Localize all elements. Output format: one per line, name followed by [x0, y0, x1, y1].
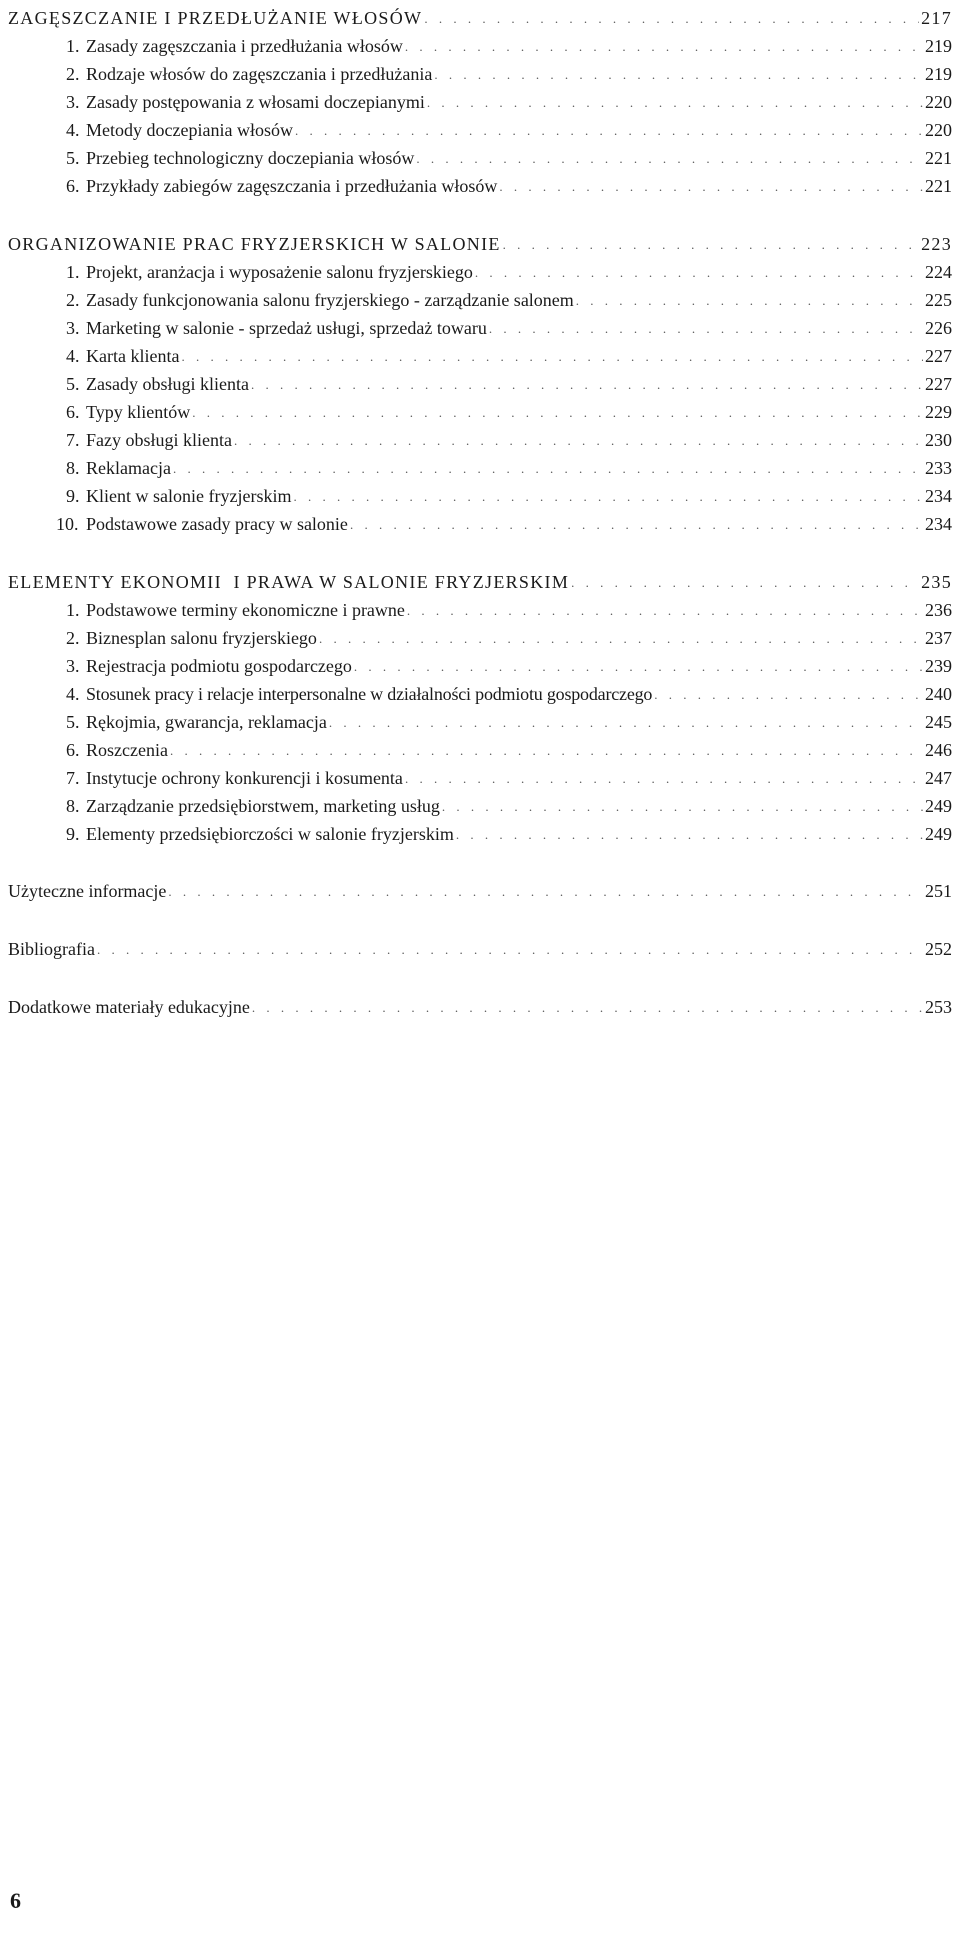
toc-item [66, 60, 952, 88]
toc-item [66, 652, 952, 680]
item-number: 5. [66, 374, 80, 394]
item-title: Biznesplan salonu fryzjerskiego [86, 628, 317, 648]
toc-item [66, 314, 952, 342]
toc-extra-entry [8, 877, 952, 905]
item-number: 2. [66, 628, 80, 648]
toc-item [66, 792, 952, 820]
dot-leader [475, 259, 923, 287]
item-number: 7. [66, 430, 80, 450]
dot-leader [654, 681, 923, 709]
item-number: 10. [56, 514, 79, 534]
item-number: 4. [66, 684, 80, 704]
dot-leader [173, 455, 923, 483]
page-number: 229 [925, 402, 952, 422]
item-title: Rejestracja podmiotu gospodarczego [86, 656, 352, 676]
dot-leader [456, 821, 923, 849]
item-number: 6. [66, 176, 80, 196]
entry-title: Użyteczne informacje [8, 881, 167, 901]
toc-item [66, 258, 952, 286]
item-title: Roszczenia [86, 740, 168, 760]
dot-leader [192, 399, 923, 427]
toc-item [66, 370, 952, 398]
page-number: 251 [925, 881, 952, 901]
toc-item [66, 764, 952, 792]
item-number: 8. [66, 796, 80, 816]
page-number: 253 [925, 997, 952, 1017]
item-title: Stosunek pracy i relacje interpersonalne w działalności podmiotu gospodarczego [86, 684, 653, 704]
page-number: 223 [921, 234, 952, 254]
item-number: 6. [66, 740, 80, 760]
dot-leader [168, 878, 923, 906]
item-number: 6. [66, 402, 80, 422]
section-title: ORGANIZOWANIE PRAC FRYZJERSKICH W SALONIE [8, 234, 501, 254]
page-number: 227 [925, 346, 952, 366]
item-number: 8. [66, 458, 80, 478]
dot-leader [170, 737, 923, 765]
dot-leader [442, 793, 923, 821]
page-number: 217 [921, 8, 952, 28]
page-number: 224 [925, 262, 952, 282]
item-title: Klient w salonie fryzjerskim [86, 486, 292, 506]
item-number: 2. [66, 290, 80, 310]
toc-item [66, 736, 952, 764]
item-title: Podstawowe zasady pracy w salonie [86, 514, 348, 534]
footer-page-number: 6 [10, 1888, 21, 1913]
page-number: 225 [925, 290, 952, 310]
toc-section-heading [8, 230, 952, 258]
toc-item [66, 454, 952, 482]
item-title: Zasady zagęszczania i przedłużania włosów [86, 36, 403, 56]
toc-item [66, 482, 952, 510]
toc-item [66, 172, 952, 200]
dot-leader [251, 371, 923, 399]
dot-leader [576, 287, 923, 315]
dot-leader [319, 625, 923, 653]
dot-leader [405, 765, 923, 793]
item-title: Zarządzanie przedsiębiorstwem, marketing usług [86, 796, 440, 816]
toc-item [66, 680, 952, 708]
toc-item [66, 286, 952, 314]
item-number: 7. [66, 768, 80, 788]
toc-extra-entry [8, 935, 952, 963]
dot-leader [295, 117, 923, 145]
toc-item [66, 624, 952, 652]
toc-item [66, 426, 952, 454]
page-number: 233 [925, 458, 952, 478]
page-number: 219 [925, 36, 952, 56]
dot-leader [416, 145, 923, 173]
dot-leader [354, 653, 923, 681]
item-title: Marketing w salonie - sprzedaż usługi, sprzedaż towaru [86, 318, 487, 338]
page-number: 237 [925, 628, 952, 648]
item-number: 9. [66, 486, 80, 506]
item-title: Przebieg technologiczny doczepiania włosów [86, 148, 415, 168]
page-number: 230 [925, 430, 952, 450]
item-title: Karta klienta [86, 346, 180, 366]
page-number: 235 [921, 572, 952, 592]
item-number: 9. [66, 824, 80, 844]
dot-leader [503, 231, 919, 259]
toc-item [56, 510, 952, 538]
item-title: Rodzaje włosów do zagęszczania i przedłużania [86, 64, 433, 84]
toc-item [66, 398, 952, 426]
page-number: 227 [925, 374, 952, 394]
toc-item [66, 708, 952, 736]
item-number: 2. [66, 64, 80, 84]
page-number: 249 [925, 824, 952, 844]
item-title: Projekt, aranżacja i wyposażenie salonu fryzjerskiego [86, 262, 473, 282]
entry-title: Bibliografia [8, 939, 95, 959]
page-number: 221 [925, 148, 952, 168]
item-title: Rękojmia, gwarancja, reklamacja [86, 712, 327, 732]
item-number: 1. [66, 600, 80, 620]
dot-leader [181, 343, 923, 371]
toc-section-heading [8, 4, 952, 32]
page-number: 245 [925, 712, 952, 732]
page-number: 239 [925, 656, 952, 676]
toc-item [66, 32, 952, 60]
dot-leader [350, 511, 923, 539]
dot-leader [434, 61, 923, 89]
page-number: 249 [925, 796, 952, 816]
item-title: Zasady postępowania z włosami doczepianymi [86, 92, 425, 112]
item-title: Reklamacja [86, 458, 171, 478]
page-number: 240 [925, 684, 952, 704]
dot-leader [405, 33, 923, 61]
item-number: 5. [66, 712, 80, 732]
section-title: ELEMENTY EKONOMII I PRAWA W SALONIE FRYZJERSKIM [8, 572, 570, 592]
item-title: Przykłady zabiegów zagęszczania i przedłużania włosów [86, 176, 498, 196]
page-number: 246 [925, 740, 952, 760]
entry-title: Dodatkowe materiały edukacyjne [8, 997, 250, 1017]
dot-leader [424, 5, 919, 33]
item-title: Fazy obsługi klienta [86, 430, 232, 450]
dot-leader [97, 936, 923, 964]
dot-leader [407, 597, 923, 625]
page-number: 247 [925, 768, 952, 788]
page-number: 234 [925, 514, 952, 534]
item-number: 1. [66, 262, 80, 282]
item-title: Podstawowe terminy ekonomiczne i prawne [86, 600, 405, 620]
toc-item [66, 596, 952, 624]
dot-leader [489, 315, 923, 343]
page-number: 226 [925, 318, 952, 338]
section-title: ZAGĘSZCZANIE I PRZEDŁUŻANIE WŁOSÓW [8, 8, 423, 28]
dot-leader [329, 709, 923, 737]
page-number: 219 [925, 64, 952, 84]
page-number: 234 [925, 486, 952, 506]
dot-leader [252, 994, 923, 1022]
item-title: Metody doczepiania włosów [86, 120, 293, 140]
page-number: 236 [925, 600, 952, 620]
item-title: Typy klientów [86, 402, 191, 422]
item-title: Zasady funkcjonowania salonu fryzjerskiego - zarządzanie salonem [86, 290, 574, 310]
dot-leader [234, 427, 923, 455]
item-title: Instytucje ochrony konkurencji i kosumenta [86, 768, 403, 788]
dot-leader [293, 483, 923, 511]
item-number: 4. [66, 120, 80, 140]
toc-section-heading [8, 568, 952, 596]
item-number: 1. [66, 36, 80, 56]
toc-item [66, 88, 952, 116]
toc-item [66, 116, 952, 144]
page-number: 252 [925, 939, 952, 959]
dot-leader [571, 569, 919, 597]
item-number: 3. [66, 656, 80, 676]
item-title: Zasady obsługi klienta [86, 374, 249, 394]
item-number: 5. [66, 148, 80, 168]
page-number: 221 [925, 176, 952, 196]
item-title: Elementy przedsiębiorczości w salonie fryzjerskim [86, 824, 454, 844]
item-number: 3. [66, 318, 80, 338]
dot-leader [499, 173, 923, 201]
toc-extra-entry [8, 993, 952, 1021]
page-number: 220 [925, 92, 952, 112]
toc-item [66, 820, 952, 848]
item-number: 3. [66, 92, 80, 112]
item-number: 4. [66, 346, 80, 366]
toc-item [66, 144, 952, 172]
dot-leader [427, 89, 923, 117]
toc-item [66, 342, 952, 370]
page-number: 220 [925, 120, 952, 140]
